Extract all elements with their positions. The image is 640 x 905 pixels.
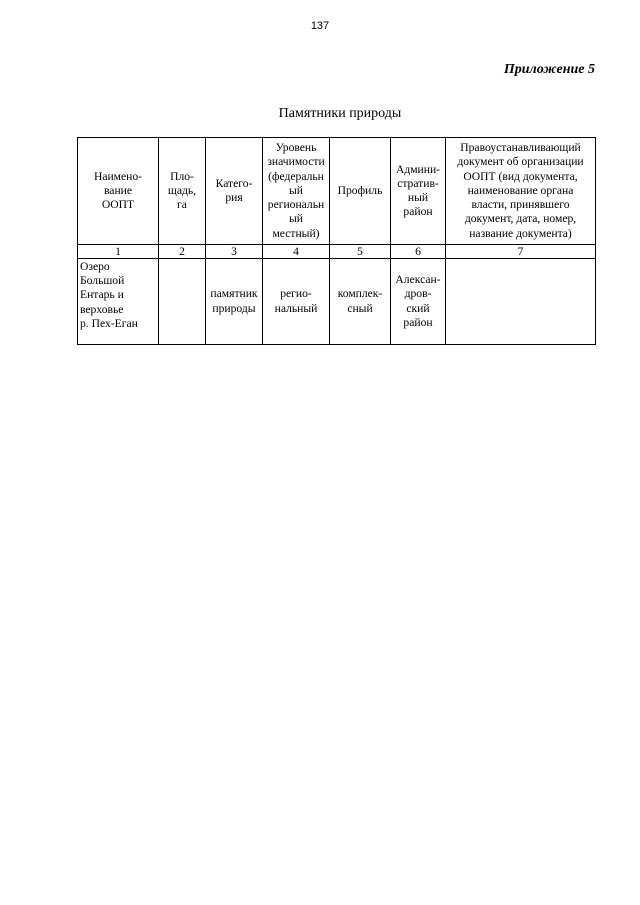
header-cell-category: Катего- рия (206, 138, 263, 245)
table-header-row (78, 138, 596, 245)
page-number: 137 (310, 20, 330, 32)
column-number: 6 (391, 245, 446, 259)
cell-name: Озеро Большой Ентарь и верховье р. Пех-Еган (78, 259, 159, 345)
document-title: Памятники природы (278, 106, 402, 121)
cell-level: регио- нальный (263, 259, 330, 345)
cell-district: Алексан- дров- ский район (391, 259, 446, 345)
column-number: 5 (330, 245, 391, 259)
column-number: 7 (446, 245, 596, 259)
cell-profile: комплек- сный (330, 259, 391, 345)
column-number-row (78, 245, 596, 259)
header-cell-document: Правоустанавливающий документ об организации ООПТ (вид документа, наименование органа власти, принявшего документ, дата, номер, название документа) (446, 138, 596, 245)
column-number: 3 (206, 245, 263, 259)
appendix-label: Приложение 5 (503, 62, 595, 77)
column-number: 4 (263, 245, 330, 259)
cell-category: памятник природы (206, 259, 263, 345)
header-cell-level: Уровень значимости (федеральн ый региональн ый местный) (263, 138, 330, 245)
cell-area (159, 259, 206, 345)
header-cell-profile: Профиль (330, 138, 391, 245)
header-cell-district: Админи- стратив- ный район (391, 138, 446, 245)
column-number: 2 (159, 245, 206, 259)
header-cell-name: Наимено- вание ООПТ (78, 138, 159, 245)
natural-monuments-table (77, 137, 596, 345)
table-row (78, 259, 596, 345)
cell-document (446, 259, 596, 345)
header-cell-area: Пло- щадь, га (159, 138, 206, 245)
column-number: 1 (78, 245, 159, 259)
